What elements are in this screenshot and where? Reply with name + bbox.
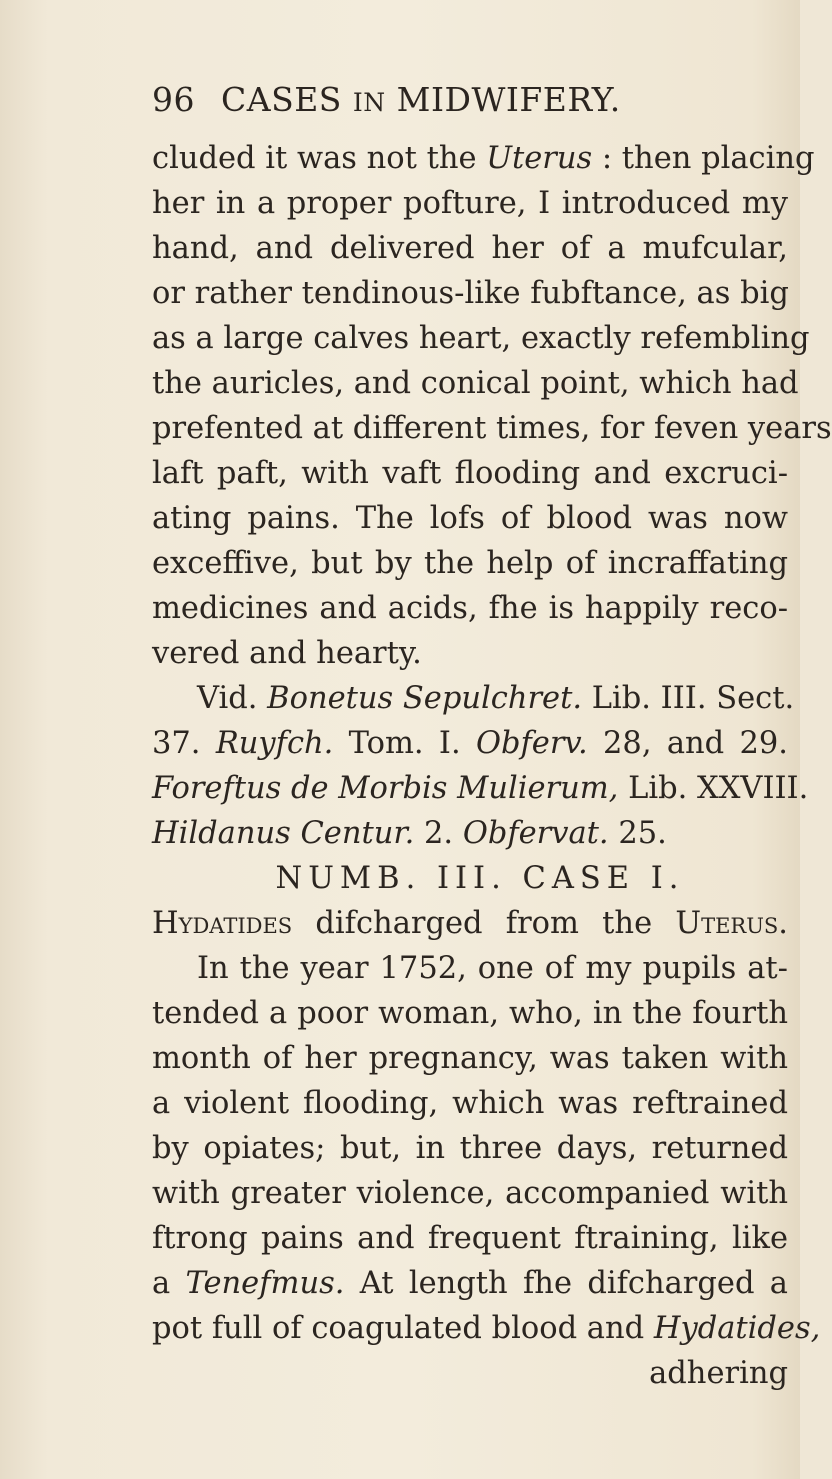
text-line: with greater violence, accompanied with: [152, 1176, 788, 1211]
header-title-2: IN: [352, 88, 386, 117]
text-line: or rather tendinous-like fubftance, as big: [152, 276, 789, 311]
text-line: as a large calves heart, exactly refembling: [152, 321, 810, 356]
text-line: medicines and acids, fhe is happily reco-: [152, 591, 788, 626]
text-line: cluded it was not the Uterus : then placing: [152, 141, 815, 176]
header-title-1: CASES: [221, 80, 342, 119]
text-line: tended a poor woman, who, in the fourth: [152, 996, 788, 1031]
case-title: Hydatides difcharged from the Uterus.: [152, 906, 788, 941]
text-line: a Tenefmus. At length fhe difcharged a: [152, 1266, 788, 1301]
text-line: month of her pregnancy, was taken with: [152, 1041, 788, 1076]
header-title-3: MIDWIFERY.: [396, 80, 621, 119]
reference-line: Hildanus Centur. 2. Obfervat. 25.: [152, 816, 667, 851]
reference-line: 37. Ruyfch. Tom. I. Obferv. 28, and 29.: [152, 726, 788, 761]
running-header: [152, 80, 792, 119]
text-line: hand, and delivered her of a mufcular,: [152, 231, 788, 266]
reference-line: Vid. Bonetus Sepulchret. Lib. III. Sect.: [197, 681, 795, 716]
text-line: ating pains. The lofs of blood was now: [152, 501, 788, 536]
text-line: the auricles, and conical point, which had: [152, 366, 799, 401]
text-line: by opiates; but, in three days, returned: [152, 1131, 788, 1166]
text-line: laft paft, with vaft flooding and excruci-: [152, 456, 788, 491]
page-number: 96: [152, 80, 195, 119]
text-line: vered and hearty.: [152, 636, 422, 671]
text-line: a violent flooding, which was reftrained: [152, 1086, 788, 1121]
section-heading: NUMB. III. CASE I.: [275, 861, 685, 896]
catchword: adhering: [649, 1356, 788, 1391]
page-body: [152, 136, 832, 1396]
text-line: pot full of coagulated blood and Hydatides,: [152, 1311, 821, 1346]
text-line: ftrong pains and frequent ftraining, like: [152, 1221, 788, 1256]
text-line: prefented at different times, for feven years: [152, 411, 832, 446]
text-line: In the year 1752, one of my pupils at-: [197, 951, 788, 986]
text-line: exceffive, but by the help of incraffating: [152, 546, 788, 581]
reference-line: Foreftus de Morbis Mulierum, Lib. XXVIII.: [152, 771, 809, 806]
text-line: her in a proper pofture, I introduced my: [152, 186, 788, 221]
